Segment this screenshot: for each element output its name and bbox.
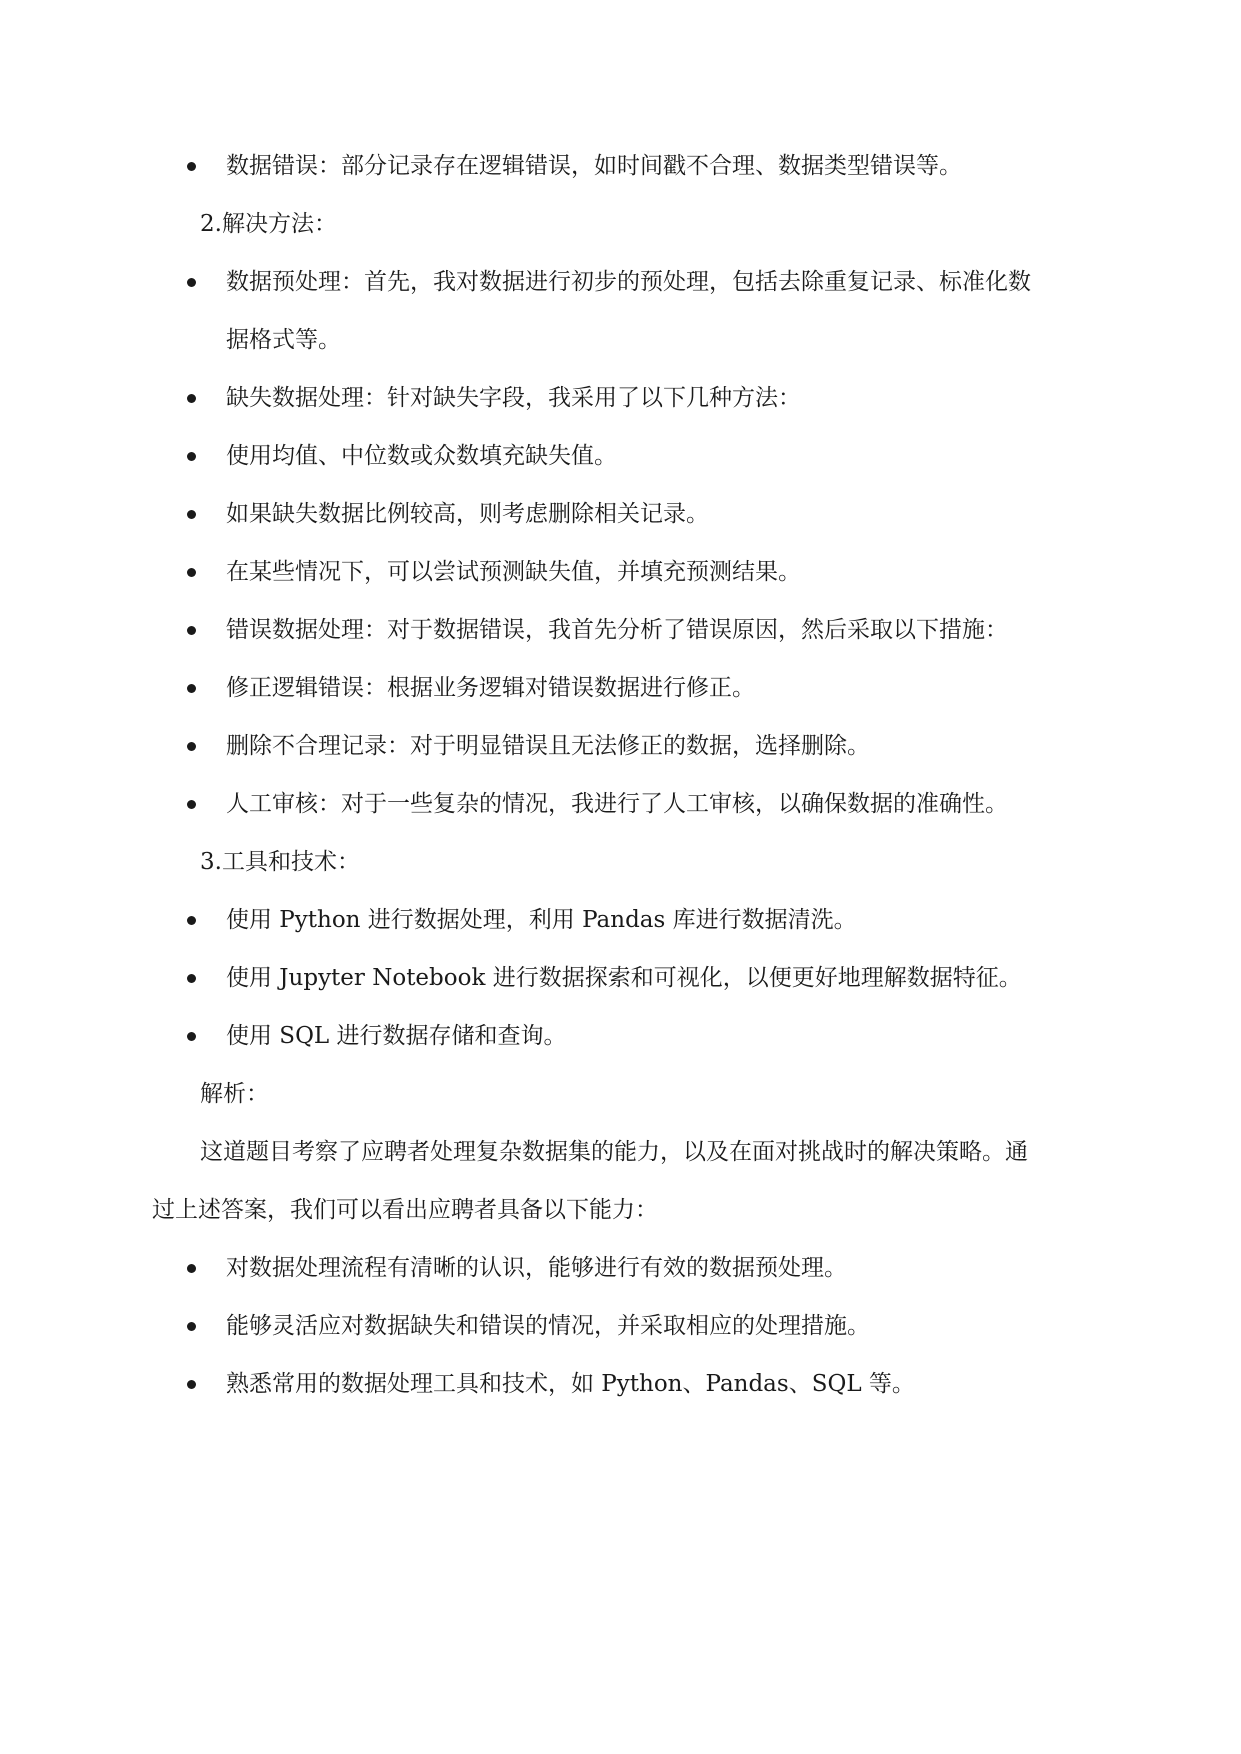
bullet-icon	[187, 742, 196, 751]
list-item-text: 使用均值、中位数或众数填充缺失值。	[226, 443, 617, 469]
bullet-icon	[187, 626, 196, 635]
section-heading: 3.工具和技术：	[200, 849, 360, 875]
bullet-icon	[187, 568, 196, 577]
list-item-text: 熟悉常用的数据处理工具和技术，如 Python、Pandas、SQL 等。	[226, 1371, 915, 1397]
bullet-icon	[187, 800, 196, 809]
list-item-text: 使用 Jupyter Notebook 进行数据探索和可视化，以便更好地理解数据特征。	[226, 965, 1022, 991]
bullet-icon	[187, 1032, 196, 1041]
bullet-icon	[187, 1264, 196, 1273]
section-heading: 2.解决方法：	[200, 211, 337, 237]
bullet-icon	[187, 916, 196, 925]
analysis-paragraph: 这道题目考察了应聘者处理复杂数据集的能力，以及在面对挑战时的解决策略。通	[200, 1139, 1028, 1165]
list-item-text: 数据预处理：首先，我对数据进行初步的预处理，包括去除重复记录、标准化数	[226, 269, 1031, 295]
list-item-text: 对数据处理流程有清晰的认识，能够进行有效的数据预处理。	[226, 1255, 847, 1281]
analysis-label: 解析：	[200, 1081, 269, 1107]
bullet-icon	[187, 510, 196, 519]
bullet-icon	[187, 1322, 196, 1331]
analysis-paragraph-continuation: 过上述答案，我们可以看出应聘者具备以下能力：	[152, 1197, 658, 1223]
list-item-text: 使用 Python 进行数据处理，利用 Pandas 库进行数据清洗。	[226, 907, 857, 933]
list-item-text: 在某些情况下，可以尝试预测缺失值，并填充预测结果。	[226, 559, 801, 585]
list-item-text: 如果缺失数据比例较高，则考虑删除相关记录。	[226, 501, 709, 527]
list-item-text: 错误数据处理：对于数据错误，我首先分析了错误原因，然后采取以下措施：	[226, 617, 1008, 643]
bullet-icon	[187, 974, 196, 983]
list-item-text: 删除不合理记录：对于明显错误且无法修正的数据，选择删除。	[226, 733, 870, 759]
bullet-icon	[187, 1380, 196, 1389]
list-item-continuation: 据格式等。	[226, 327, 341, 353]
bullet-icon	[187, 394, 196, 403]
bullet-icon	[187, 452, 196, 461]
list-item-text: 能够灵活应对数据缺失和错误的情况，并采取相应的处理措施。	[226, 1313, 870, 1339]
bullet-icon	[187, 684, 196, 693]
bullet-icon	[187, 162, 196, 171]
list-item-text: 缺失数据处理：针对缺失字段，我采用了以下几种方法：	[226, 385, 801, 411]
list-item-text: 使用 SQL 进行数据存储和查询。	[226, 1023, 567, 1049]
list-item-text: 人工审核：对于一些复杂的情况，我进行了人工审核，以确保数据的准确性。	[226, 791, 1008, 817]
bullet-icon	[187, 278, 196, 287]
list-item-text: 修正逻辑错误：根据业务逻辑对错误数据进行修正。	[226, 675, 755, 701]
list-item-text: 数据错误：部分记录存在逻辑错误，如时间戳不合理、数据类型错误等。	[226, 153, 962, 179]
